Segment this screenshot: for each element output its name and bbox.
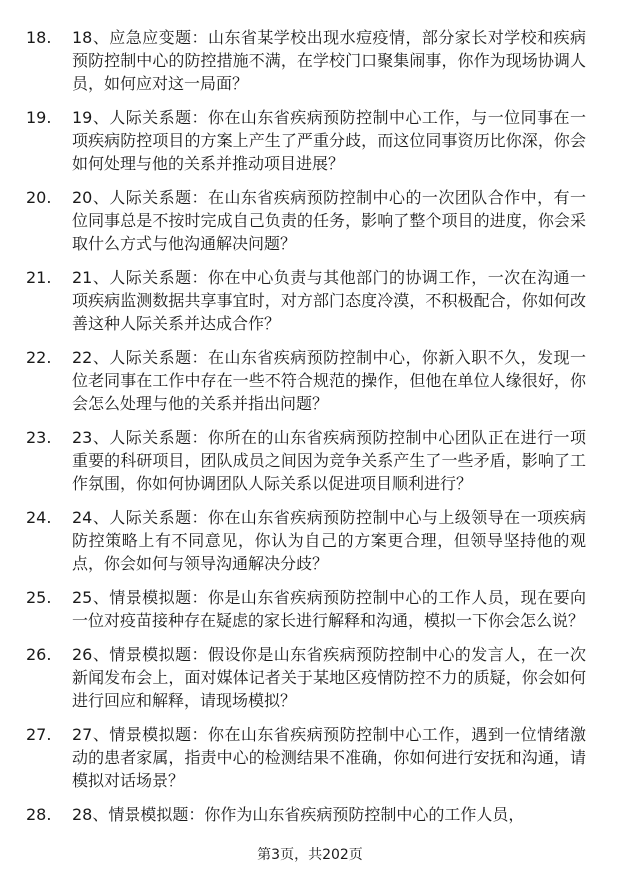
question-text: 21、人际关系题：你在中心负责与其他部门的协调工作，一次在沟通一项疾病监测数据共享事宜时，对方部门态度冷漠，不积极配合，你如何改善这种人际关系并达成合作？ — [72, 268, 586, 333]
question-list — [26, 26, 586, 837]
question-number: 26. — [26, 645, 52, 664]
question-item-21 — [26, 266, 586, 335]
question-item-22 — [26, 346, 586, 415]
question-number: 19. — [26, 108, 52, 127]
question-item-28 — [26, 803, 586, 826]
question-number: 18. — [26, 28, 52, 47]
page-footer — [0, 845, 620, 865]
question-text: 18、应急应变题：山东省某学校出现水痘疫情，部分家长对学校和疾病预防控制中心的防控措施不满，在学校门口聚集闹事，你作为现场协调人员，如何应对这一局面？ — [72, 28, 586, 93]
question-text: 23、人际关系题：你所在的山东省疾病预防控制中心团队正在进行一项重要的科研项目，团队成员之间因为竞争关系产生了一些矛盾，影响了工作氛围，你如何协调团队人际关系以促进项目顺利进行？ — [72, 428, 586, 493]
page-number-label: 第3页，共202页 — [257, 847, 363, 863]
question-item-27 — [26, 723, 586, 792]
question-number: 24. — [26, 508, 52, 527]
question-number: 27. — [26, 725, 52, 744]
question-item-18 — [26, 26, 586, 95]
question-text: 19、人际关系题：你在山东省疾病预防控制中心工作，与一位同事在一项疾病防控项目的方案上产生了严重分歧，而这位同事资历比你深，你会如何处理与他的关系并推动项目进展？ — [72, 108, 586, 173]
question-item-20 — [26, 186, 586, 255]
question-item-24 — [26, 506, 586, 575]
question-number: 25. — [26, 588, 52, 607]
question-text: 24、人际关系题：你在山东省疾病预防控制中心与上级领导在一项疾病防控策略上有不同意见，你认为自己的方案更合理，但领导坚持他的观点，你会如何与领导沟通解决分歧？ — [72, 508, 586, 573]
question-item-19 — [26, 106, 586, 175]
question-number: 23. — [26, 428, 52, 447]
question-text: 28、情景模拟题：你作为山东省疾病预防控制中心的工作人员， — [72, 805, 525, 824]
question-text: 22、人际关系题：在山东省疾病预防控制中心，你新入职不久，发现一位老同事在工作中存在一些不符合规范的操作，但他在单位人缘很好，你会怎么处理与他的关系并指出问题？ — [72, 348, 586, 413]
question-text: 27、情景模拟题：你在山东省疾病预防控制中心工作，遇到一位情绪激动的患者家属，指责中心的检测结果不准确，你如何进行安抚和沟通，请模拟对话场景？ — [72, 725, 586, 790]
question-number: 22. — [26, 348, 52, 367]
question-number: 20. — [26, 188, 52, 207]
question-item-23 — [26, 426, 586, 495]
question-number: 28. — [26, 805, 52, 824]
question-text: 26、情景模拟题：假设你是山东省疾病预防控制中心的发言人，在一次新闻发布会上，面对媒体记者关于某地区疫情防控不力的质疑，你会如何进行回应和解释，请现场模拟？ — [72, 645, 586, 710]
question-item-26 — [26, 643, 586, 712]
question-text: 20、人际关系题：在山东省疾病预防控制中心的一次团队合作中，有一位同事总是不按时完成自己负责的任务，影响了整个项目的进度，你会采取什么方式与他沟通解决问题？ — [72, 188, 586, 253]
question-number: 21. — [26, 268, 52, 287]
question-text: 25、情景模拟题：你是山东省疾病预防控制中心的工作人员，现在要向一位对疫苗接种存在疑虑的家长进行解释和沟通，模拟一下你会怎么说？ — [72, 588, 586, 630]
question-item-25 — [26, 586, 586, 632]
